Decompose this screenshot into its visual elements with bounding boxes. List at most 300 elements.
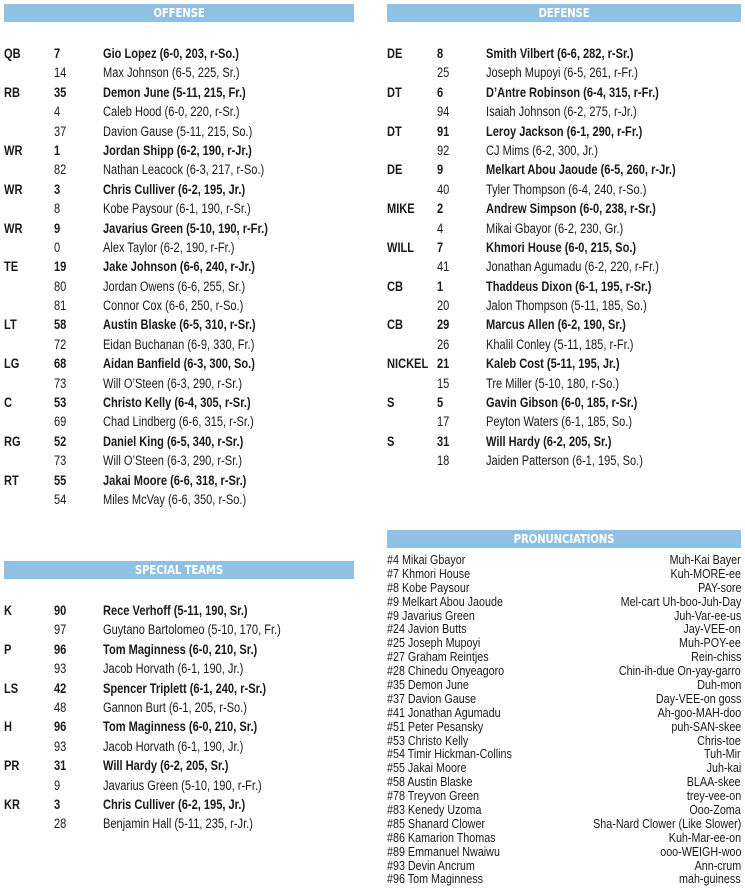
position-label-text: S (387, 433, 395, 449)
player-name (103, 315, 289, 334)
player-name (486, 451, 677, 470)
pronunciation-player: #8 Kobe Paysour (387, 580, 470, 595)
player-name-text: Jakai Moore (6-6, 318, r-Sr.) (103, 472, 247, 488)
jersey-number-text: 41 (437, 259, 450, 275)
jersey-number-text: 55 (54, 472, 67, 488)
jersey-number (437, 238, 445, 257)
player-name-text: Gavin Gibson (6-0, 185, r-Sr.) (486, 395, 638, 411)
player-name-text: Spencer Triplett (6-1, 240, r-Sr.) (103, 680, 267, 696)
jersey-number-text: 91 (437, 123, 450, 139)
player-name-text: Chad Lindberg (6-6, 315, r-Sr.) (103, 414, 254, 430)
player-name-text: Marcus Allen (6-2, 190, Sr.) (486, 317, 626, 333)
player-name (486, 63, 671, 82)
player-name (103, 354, 288, 373)
position-label (4, 471, 22, 490)
jersey-number-text: 72 (54, 336, 67, 352)
pronunciation-player: #51 Peter Pesansky (387, 719, 484, 734)
offense-section (4, 4, 354, 509)
depth-row (4, 601, 354, 620)
player-name-text: Joseph Mupoyi (6-5, 261, r-Fr.) (486, 65, 638, 81)
jersey-number (54, 412, 69, 431)
depth-row (4, 490, 354, 509)
player-name-text: Tyler Thompson (6-4, 240, r-So.) (486, 181, 647, 197)
pronunciation-row (387, 748, 741, 762)
position-label (387, 238, 420, 257)
pronunciation-guide: Juh-Var-ee-us (673, 608, 741, 623)
jersey-number-text: 69 (54, 414, 67, 430)
jersey-number (54, 374, 69, 393)
pronunciation-row (387, 651, 741, 665)
jersey-number (54, 63, 69, 82)
jersey-number (54, 199, 62, 218)
pronunciation-row (387, 637, 741, 651)
pronunciation-player: #55 Jakai Moore (387, 761, 467, 776)
position-label-text: WILL (387, 239, 415, 255)
position-label (4, 601, 14, 620)
jersey-number (437, 141, 452, 160)
player-name-text: Guytano Bartolomeo (5-10, 170, Fr.) (103, 622, 281, 638)
player-name (103, 756, 256, 775)
pronunciation-player: #7 Khmori House (387, 566, 471, 581)
depth-row (387, 451, 741, 470)
jersey-number (54, 490, 69, 509)
jersey-number-text: 92 (437, 142, 450, 158)
depth-row (4, 795, 354, 814)
player-name (486, 412, 664, 431)
jersey-number-text: 21 (437, 356, 450, 372)
jersey-number (54, 698, 69, 717)
depth-row (4, 620, 354, 639)
player-name-text: Eidan Buchanan (6-9, 330, Fr.) (103, 336, 255, 352)
player-name-text: Javarius Green (5-10, 190, r-Fr.) (103, 777, 262, 793)
pronunciation-guide: Muh-Kai Bayer (669, 553, 741, 567)
position-label (4, 679, 21, 698)
player-name (103, 776, 297, 795)
player-name (486, 199, 693, 218)
player-name-text: Javarius Green (5-10, 190, r-Fr.) (103, 220, 268, 236)
player-name-text: Davion Gause (5-11, 215, So.) (103, 123, 253, 139)
player-name-text: Will Hardy (6-2, 205, Sr.) (486, 433, 612, 449)
player-name (103, 717, 291, 736)
depth-row (4, 122, 354, 141)
position-label-text: LG (4, 356, 20, 372)
player-name (103, 63, 270, 82)
depth-row (387, 63, 741, 82)
pronunciation-player: #54 Timir Hickman-Collins (387, 747, 512, 762)
defense-title: DEFENSE (414, 4, 715, 22)
player-name (103, 601, 279, 620)
player-name-text: Kaleb Cost (5-11, 195, Jr.) (486, 356, 620, 372)
position-label-text: CB (387, 317, 403, 333)
jersey-number (54, 756, 69, 775)
depth-row (387, 296, 741, 315)
pronunciation-row (387, 665, 741, 679)
offense-rows (4, 44, 354, 509)
pronunciation-guide: Duh-mon (696, 678, 741, 693)
jersey-number (54, 354, 69, 373)
jersey-number (437, 354, 452, 373)
jersey-number (437, 199, 445, 218)
pronunciation-guide: ooo-WEIGH-woo (659, 844, 741, 859)
player-name (486, 432, 639, 451)
jersey-number (437, 102, 452, 121)
pronunciations-rows (387, 554, 741, 887)
pronunciation-row (387, 554, 741, 568)
depth-row (4, 717, 354, 736)
position-label-text: DE (387, 46, 403, 61)
pronunciation-row (387, 582, 741, 596)
jersey-number-text: 8 (54, 201, 61, 217)
jersey-number-text: 17 (437, 414, 450, 430)
position-label-text: MIKE (387, 201, 415, 217)
position-label (387, 277, 407, 296)
jersey-number (54, 659, 69, 678)
player-name (103, 451, 273, 470)
player-name-text: Chris Culliver (6-2, 195, Jr.) (103, 796, 246, 812)
pronunciation-row (387, 762, 741, 776)
position-label (4, 795, 24, 814)
position-label (4, 219, 27, 238)
jersey-number (54, 180, 62, 199)
jersey-number (437, 335, 452, 354)
jersey-number-text: 2 (437, 201, 444, 217)
jersey-number-text: 37 (54, 123, 67, 139)
player-name-text: Benjamin Hall (5-11, 235, r-Jr.) (103, 816, 253, 832)
position-label (4, 393, 14, 412)
player-name-text: Jake Johnson (6-6, 240, r-Jr.) (103, 259, 255, 275)
depth-row (4, 335, 354, 354)
position-label (4, 180, 27, 199)
depth-row (4, 141, 354, 160)
position-label (4, 83, 24, 102)
player-name-text: Miles McVay (6-6, 350, r-So.) (103, 491, 247, 507)
player-name (103, 814, 286, 833)
jersey-number-text: 96 (54, 641, 67, 657)
pronunciation-row (387, 804, 741, 818)
position-label (387, 354, 437, 373)
position-label-text: NICKEL (387, 356, 429, 372)
jersey-number (437, 451, 452, 470)
player-name (103, 199, 283, 218)
pronunciation-row (387, 679, 741, 693)
player-name-text: CJ Mims (6-2, 300, Jr.) (486, 142, 598, 158)
pronunciation-player: #86 Kamarion Thomas (387, 830, 496, 845)
depth-row (4, 219, 354, 238)
jersey-number (54, 393, 69, 412)
position-label-text: H (4, 719, 12, 735)
pronunciation-guide: mah-guiness (679, 872, 741, 887)
depth-row (4, 756, 354, 775)
jersey-number (54, 432, 69, 451)
position-label-text: LT (4, 317, 17, 333)
jersey-number (54, 122, 69, 141)
pronunciation-guide: Kuh-MORE-ee (670, 566, 741, 581)
player-name-text: Gannon Burt (6-1, 205, r-So.) (103, 699, 247, 715)
player-name-text: Gio Lopez (6-0, 203, r-So.) (103, 46, 239, 61)
position-label (387, 393, 396, 412)
depth-row (4, 238, 354, 257)
jersey-number-text: 54 (54, 491, 67, 507)
jersey-number (437, 63, 452, 82)
jersey-number-text: 35 (54, 84, 67, 100)
player-name (103, 659, 274, 678)
pronunciation-row (387, 707, 741, 721)
player-name-text: Melkart Abou Jaoude (6-5, 260, r-Jr.) (486, 162, 676, 178)
position-label (4, 640, 13, 659)
depth-row (387, 354, 741, 373)
player-name (103, 374, 273, 393)
player-name (103, 83, 277, 102)
jersey-number (437, 83, 445, 102)
jersey-number (437, 315, 452, 334)
pronunciation-player: #41 Jonathan Agumadu (387, 705, 501, 720)
pronunciation-player: #24 Javion Butts (387, 622, 467, 637)
position-label-text: DT (387, 84, 402, 100)
jersey-number (437, 432, 452, 451)
pronunciation-player: #96 Tom Maginness (387, 872, 484, 887)
jersey-number-text: 48 (54, 699, 67, 715)
player-name-text: Isaiah Johnson (6-2, 275, r-Jr.) (486, 104, 637, 120)
player-name (486, 354, 649, 373)
pronunciations-header (387, 530, 741, 548)
depth-row (4, 354, 354, 373)
player-name-text: Jordan Shipp (6-2, 190, r-Jr.) (103, 142, 252, 158)
jersey-number (54, 141, 62, 160)
depth-row (387, 180, 741, 199)
depth-row (387, 257, 741, 276)
player-name-text: Khalil Conley (5-11, 185, r-Fr.) (486, 336, 634, 352)
position-label-text: P (4, 641, 12, 657)
player-name-text: Caleb Hood (6-0, 220, r-Sr.) (103, 104, 240, 120)
offense-title: OFFENSE (30, 4, 328, 22)
jersey-number-text: 6 (437, 84, 444, 100)
jersey-number-text: 97 (54, 622, 67, 638)
position-label-text: PR (4, 758, 20, 774)
depth-row (4, 277, 354, 296)
player-name (103, 698, 279, 717)
jersey-number-text: 9 (54, 777, 61, 793)
position-label (4, 315, 20, 334)
player-name-text: Aidan Banfield (6-3, 300, So.) (103, 356, 255, 372)
jersey-number (54, 296, 69, 315)
player-name (486, 141, 623, 160)
player-name-text: Kobe Paysour (6-1, 190, r-Sr.) (103, 201, 251, 217)
special-teams-title: SPECIAL TEAMS (30, 561, 328, 579)
pronunciation-player: #9 Javarius Green (387, 608, 475, 623)
pronunciation-row (387, 693, 741, 707)
depth-row (387, 277, 741, 296)
pronunciation-player: #27 Graham Reintjes (387, 650, 489, 665)
player-name-text: Jacob Horvath (6-1, 190, Jr.) (103, 661, 244, 677)
depth-row (4, 412, 354, 431)
position-label (4, 141, 27, 160)
pronunciation-guide: Day-VEE-on goss (655, 691, 741, 706)
position-label (387, 160, 406, 179)
player-name (486, 335, 666, 354)
depth-row (4, 180, 354, 199)
jersey-number-text: 5 (437, 395, 444, 411)
pronunciation-guide: Chin-ih-due On-yay-garro (619, 664, 741, 679)
player-name-text: Thaddeus Dixon (6-1, 195, r-Sr.) (486, 278, 652, 294)
position-label (4, 44, 24, 63)
depth-row (4, 393, 354, 412)
player-name (103, 393, 283, 412)
player-name-text: Tom Maginness (6-0, 210, Sr.) (103, 641, 258, 657)
player-name (103, 679, 302, 698)
jersey-number (54, 640, 69, 659)
player-name (103, 335, 288, 354)
depth-row (4, 814, 354, 833)
player-name (103, 102, 270, 121)
jersey-number-text: 3 (54, 181, 61, 197)
depth-row (4, 471, 354, 490)
depth-row (387, 393, 741, 412)
player-name-text: D’Antre Robinson (6-4, 315, r-Fr.) (486, 84, 659, 100)
jersey-number (54, 601, 69, 620)
jersey-number (437, 277, 445, 296)
player-name (103, 238, 263, 257)
jersey-number (437, 44, 445, 63)
player-name-text: Rece Verhoff (5-11, 190, Sr.) (103, 603, 248, 618)
jersey-number-text: 42 (54, 680, 67, 696)
position-label (4, 432, 24, 451)
depth-row (4, 296, 354, 315)
jersey-number-text: 29 (437, 317, 450, 333)
player-name (103, 432, 274, 451)
pronunciation-player: #9 Melkart Abou Jaoude (387, 594, 503, 609)
position-label (4, 756, 23, 775)
pronunciation-guide: Rein-chiss (690, 650, 741, 665)
defense-section (387, 4, 741, 471)
pronunciation-row (387, 596, 741, 610)
jersey-number (54, 776, 62, 795)
pronunciation-guide: Muh-POY-ee (679, 636, 741, 651)
player-name-text: Jalon Thompson (5-11, 185, So.) (486, 298, 647, 314)
position-label-text: QB (4, 46, 21, 61)
position-label-text: TE (4, 259, 19, 275)
jersey-number (54, 315, 69, 334)
jersey-number (54, 620, 69, 639)
position-label (387, 432, 396, 451)
jersey-number-text: 0 (54, 239, 61, 255)
position-label-text: LS (4, 680, 19, 696)
jersey-number (54, 257, 69, 276)
pronunciation-guide: trey-vee-on (686, 789, 741, 804)
pronunciation-guide: Jay-VEE-on (683, 622, 741, 637)
player-name (103, 490, 278, 509)
player-name (103, 795, 276, 814)
position-label-text: RB (4, 84, 20, 100)
pronunciation-row (387, 568, 741, 582)
player-name (486, 374, 648, 393)
pronunciation-row (387, 790, 741, 804)
depth-row (4, 451, 354, 470)
depth-row (4, 374, 354, 393)
pronunciation-guide: BLAA-skee (687, 775, 741, 790)
player-name-text: Peyton Waters (6-1, 185, So.) (486, 414, 633, 430)
pronunciation-row (387, 721, 741, 735)
pronunciation-player: #93 Devin Ancrum (387, 858, 475, 873)
player-name (486, 393, 671, 412)
depth-row (4, 257, 354, 276)
jersey-number-text: 82 (54, 162, 67, 178)
depth-row (387, 374, 741, 393)
position-label (387, 83, 405, 102)
jersey-number-text: 40 (437, 181, 450, 197)
offense-header (4, 4, 354, 22)
depth-row (387, 122, 741, 141)
jersey-number-text: 68 (54, 356, 67, 372)
player-name (103, 160, 300, 179)
pronunciation-row (387, 610, 741, 624)
player-name (103, 412, 287, 431)
player-name-text: Will O’Steen (6-3, 290, r-Sr.) (103, 375, 243, 391)
special-teams-header (4, 561, 354, 579)
player-name (486, 122, 677, 141)
pronunciations-title: PRONUNCIATIONS (414, 530, 715, 548)
position-label (387, 199, 421, 218)
player-name-text: Tre Miller (5-10, 180, r-So.) (486, 375, 620, 391)
depth-row (4, 737, 354, 756)
depth-row (4, 63, 354, 82)
depth-row (4, 698, 354, 717)
depth-row (4, 102, 354, 121)
pronunciation-row (387, 776, 741, 790)
player-name-text: Khmori House (6-0, 215, So.) (486, 239, 637, 255)
pronunciation-row (387, 818, 741, 832)
player-name (103, 277, 276, 296)
depth-row (387, 141, 741, 160)
jersey-number-text: 4 (54, 104, 61, 120)
position-label (4, 717, 14, 736)
depth-row (387, 412, 741, 431)
jersey-number (54, 44, 62, 63)
jersey-number (437, 412, 452, 431)
jersey-number-text: 7 (437, 239, 444, 255)
jersey-number-text: 14 (54, 65, 67, 81)
jersey-number (54, 335, 69, 354)
jersey-number-text: 18 (437, 453, 450, 469)
player-name-text: Christo Kelly (6-4, 305, r-Sr.) (103, 395, 251, 411)
player-name-text: Jonathan Agumadu (6-2, 220, r-Fr.) (486, 259, 659, 275)
depth-row (4, 160, 354, 179)
player-name (103, 180, 276, 199)
pronunciation-guide: Juh-kai (706, 761, 741, 776)
depth-row (4, 315, 354, 334)
position-label-text: DE (387, 162, 403, 178)
jersey-number-text: 19 (54, 259, 67, 275)
position-label-text: C (4, 395, 12, 411)
position-label-text: KR (4, 796, 20, 812)
position-label (4, 257, 21, 276)
depth-row (387, 238, 741, 257)
player-name (486, 238, 669, 257)
jersey-number-text: 90 (54, 603, 67, 618)
jersey-number-text: 31 (437, 433, 450, 449)
jersey-number (54, 160, 69, 179)
player-name (103, 640, 291, 659)
jersey-number (54, 814, 69, 833)
defense-header (387, 4, 741, 22)
jersey-number-text: 9 (437, 162, 444, 178)
jersey-number-text: 73 (54, 453, 67, 469)
player-name (486, 160, 717, 179)
depth-row (387, 44, 741, 63)
pronunciation-guide: Sha-Nard Clower (Like Slower) (592, 816, 741, 831)
jersey-number (54, 737, 69, 756)
pronunciation-guide: PAY-sore (697, 580, 741, 595)
player-name (103, 257, 288, 276)
